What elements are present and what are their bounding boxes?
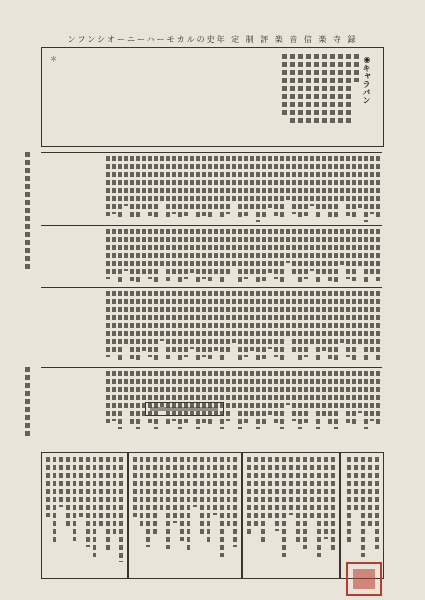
notice-box — [41, 47, 384, 147]
text-column — [298, 54, 303, 126]
grid-tier-4 — [41, 368, 382, 433]
page-title: ンフンシオーニーハーモカルの史年 定 制 評 楽 音 信 楽 寺 録 — [67, 35, 358, 44]
side-text-column — [25, 367, 30, 437]
text-column — [346, 54, 351, 124]
program-grid — [41, 152, 382, 433]
text-column — [338, 54, 343, 124]
side-text-column — [25, 152, 30, 272]
side-caption-strip — [25, 152, 37, 457]
footer-box-c — [242, 452, 340, 579]
grid-tier-1 — [41, 153, 382, 226]
text-column — [306, 54, 311, 126]
text-column — [314, 54, 319, 126]
grid-tier-2 — [41, 226, 382, 288]
text-column — [354, 54, 359, 82]
grid-stamp-caption — [145, 402, 224, 416]
text-column — [322, 54, 327, 124]
ownership-seal-stamp — [345, 560, 385, 598]
footer-box-a — [41, 452, 128, 579]
notice-heading: ◉キャラバン — [362, 54, 372, 104]
text-column — [330, 54, 335, 126]
text-column — [282, 54, 287, 118]
footer-box-b — [128, 452, 242, 579]
text-column — [290, 54, 295, 124]
asterisk-mark: ＊ — [50, 55, 57, 63]
grid-tier-3 — [41, 288, 382, 368]
